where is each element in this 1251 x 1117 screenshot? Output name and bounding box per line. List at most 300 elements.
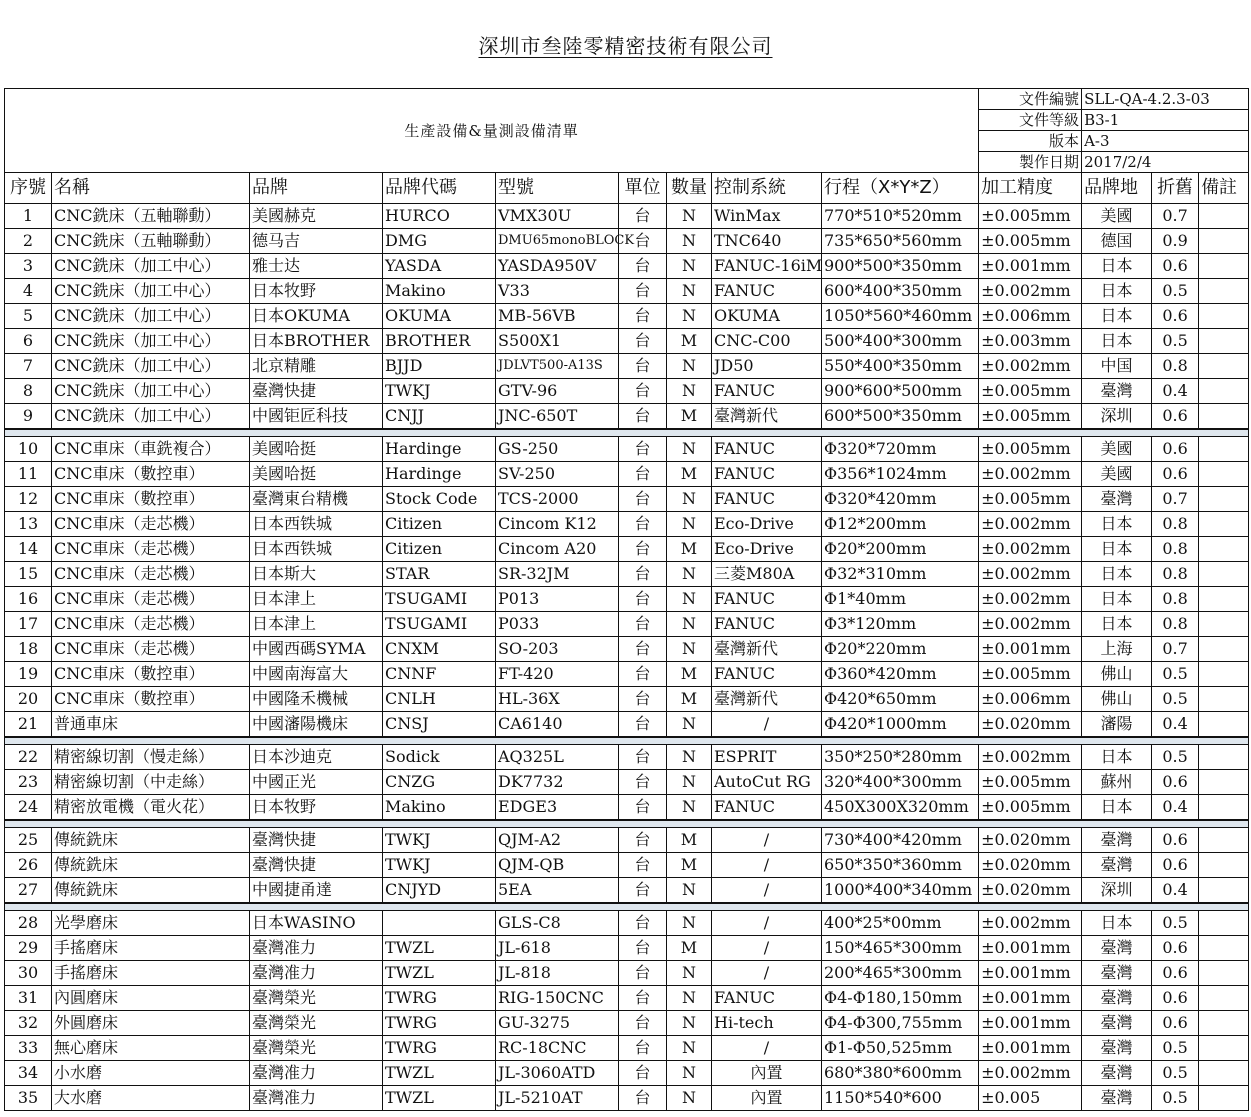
table-cell: 內置 [712,1086,822,1111]
table-cell: 日本 [1082,254,1152,279]
table-cell: SV-250 [496,462,619,487]
table-cell: CNZG [383,770,496,795]
table-cell [1199,1086,1249,1111]
table-cell: OKUMA [383,304,496,329]
table-cell: FANUC [712,487,822,512]
table-cell: 0.7 [1152,637,1199,662]
table-cell: 台 [619,537,667,562]
table-cell: 臺灣 [1082,828,1152,853]
table-row [5,637,1249,662]
table-cell [1199,986,1249,1011]
table-cell: 0.4 [1152,712,1199,738]
table-cell: CNC車床（走芯機） [52,537,250,562]
table-cell: ±0.002mm [979,562,1082,587]
table-cell: 日本斯大 [250,562,383,587]
table-cell: ±0.005mm [979,487,1082,512]
meta-label: 版本 [979,131,1082,152]
table-cell: M [667,329,712,354]
table-cell: 台 [619,853,667,878]
table-cell: N [667,911,712,936]
table-cell: 臺灣准力 [250,961,383,986]
table-cell: 臺灣東台精機 [250,487,383,512]
table-cell: 0.7 [1152,204,1199,229]
table-cell: 臺灣 [1082,487,1152,512]
table-cell: 傳統銑床 [52,878,250,904]
table-cell: ±0.001mm [979,1036,1082,1061]
table-cell: 臺灣 [1082,1011,1152,1036]
table-cell: 0.4 [1152,379,1199,404]
table-cell: 3 [5,254,52,279]
table-cell: 台 [619,911,667,936]
table-cell: ±0.005mm [979,770,1082,795]
table-cell: 0.8 [1152,562,1199,587]
group-separator-cell [5,737,1249,745]
table-cell: JL-818 [496,961,619,986]
table-cell: 日本津上 [250,612,383,637]
table-cell: TWZL [383,936,496,961]
table-cell [383,911,496,936]
table-cell: 0.8 [1152,537,1199,562]
table-cell: 日本 [1082,612,1152,637]
table-cell: 中國钜匠科技 [250,404,383,430]
table-cell: 0.5 [1152,687,1199,712]
table-cell [1199,204,1249,229]
table-cell: FANUC [712,612,822,637]
column-header: 名稱 [52,173,250,204]
table-cell: 0.6 [1152,853,1199,878]
table-cell: Φ420*1000mm [822,712,979,738]
table-cell: N [667,795,712,821]
table-cell: 200*465*300mm [822,961,979,986]
table-cell: FANUC [712,379,822,404]
table-cell: 小水磨 [52,1061,250,1086]
table-cell: CNXM [383,637,496,662]
table-cell: 普通車床 [52,712,250,738]
table-row [5,562,1249,587]
table-cell: 臺灣快捷 [250,853,383,878]
table-row [5,662,1249,687]
table-cell: N [667,204,712,229]
table-cell: 0.8 [1152,587,1199,612]
table-cell: P033 [496,612,619,637]
meta-label: 文件等級 [979,110,1082,131]
table-cell: Φ32*310mm [822,562,979,587]
table-cell: 31 [5,986,52,1011]
table-row [5,770,1249,795]
table-cell [1199,795,1249,821]
table-cell: 730*400*420mm [822,828,979,853]
table-cell [1199,587,1249,612]
table-cell: V33 [496,279,619,304]
table-cell: 臺灣新代 [712,687,822,712]
table-row [5,304,1249,329]
table-cell: ±0.020mm [979,712,1082,738]
table-cell: 32 [5,1011,52,1036]
table-cell: CNC車床（走芯機） [52,562,250,587]
table-cell: ±0.002mm [979,354,1082,379]
table-cell: 450X300X320mm [822,795,979,821]
table-cell: M [667,404,712,430]
table-cell: 8 [5,379,52,404]
table-cell: N [667,986,712,1011]
table-cell: ±0.001mm [979,961,1082,986]
table-cell: 台 [619,936,667,961]
column-header: 折舊 [1152,173,1199,204]
table-row [5,961,1249,986]
table-cell [1199,229,1249,254]
table-cell: N [667,1086,712,1111]
table-cell: / [712,911,822,936]
table-cell: JDLVT500-A13S [496,354,619,379]
table-cell: 30 [5,961,52,986]
meta-value: SLL-QA-4.2.3-03 [1082,89,1249,110]
table-row [5,537,1249,562]
table-cell: 台 [619,687,667,712]
table-cell: TWRG [383,986,496,1011]
table-cell: 美國 [1082,204,1152,229]
table-cell: ±0.005 [979,1086,1082,1111]
table-cell: FT-420 [496,662,619,687]
table-cell: Φ3*120mm [822,612,979,637]
group-separator-cell [5,903,1249,911]
table-cell: CNC銑床（加工中心） [52,279,250,304]
table-cell: TWZL [383,1086,496,1111]
table-cell: 5 [5,304,52,329]
table-cell: 0.5 [1152,745,1199,770]
column-header: 品牌地 [1082,173,1152,204]
table-cell: CNC銑床（五軸聯動） [52,204,250,229]
table-cell [1199,1036,1249,1061]
table-cell: 0.5 [1152,1086,1199,1111]
table-cell [1199,562,1249,587]
table-cell: GS-250 [496,437,619,462]
table-cell: 25 [5,828,52,853]
table-cell: STAR [383,562,496,587]
table-cell: 精密線切割（中走絲） [52,770,250,795]
table-cell [1199,537,1249,562]
table-cell: N [667,304,712,329]
table-cell: 台 [619,1011,667,1036]
table-cell: 內圓磨床 [52,986,250,1011]
table-cell: 1150*540*600 [822,1086,979,1111]
table-cell: 0.6 [1152,828,1199,853]
table-cell: CNC銑床（加工中心） [52,354,250,379]
table-cell: / [712,1036,822,1061]
table-cell: RC-18CNC [496,1036,619,1061]
table-row [5,878,1249,904]
table-cell: 2 [5,229,52,254]
table-cell: 11 [5,462,52,487]
table-cell [1199,911,1249,936]
table-cell: N [667,254,712,279]
table-cell: / [712,936,822,961]
table-cell: BJJD [383,354,496,379]
table-cell: 34 [5,1061,52,1086]
table-cell: N [667,961,712,986]
table-cell: 28 [5,911,52,936]
table-cell: 1000*400*340mm [822,878,979,904]
table-cell: CNC銑床（加工中心） [52,379,250,404]
table-cell: 日本OKUMA [250,304,383,329]
table-cell: 台 [619,986,667,1011]
table-cell: 中國瀋陽機床 [250,712,383,738]
group-separator-cell [5,820,1249,828]
table-cell: Cincom A20 [496,537,619,562]
table-row [5,936,1249,961]
group-separator-cell [5,429,1249,437]
table-cell: Makino [383,795,496,821]
table-cell: ±0.020mm [979,878,1082,904]
table-cell: 日本津上 [250,587,383,612]
table-cell [1199,828,1249,853]
table-cell [1199,354,1249,379]
table-cell [1199,1011,1249,1036]
table-cell: 瀋陽 [1082,712,1152,738]
table-cell: 美國哈挺 [250,437,383,462]
table-cell: QJM-QB [496,853,619,878]
header-row [5,173,1249,204]
group-separator [5,737,1249,745]
table-row [5,1086,1249,1111]
table-cell: 台 [619,770,667,795]
table-cell: Φ356*1024mm [822,462,979,487]
table-row [5,1061,1249,1086]
table-cell: 33 [5,1036,52,1061]
table-cell: M [667,936,712,961]
table-cell: 台 [619,462,667,487]
table-cell: ±0.001mm [979,637,1082,662]
table-cell: Hardinge [383,462,496,487]
table-cell: CNC銑床（加工中心） [52,304,250,329]
table-cell: 外圓磨床 [52,1011,250,1036]
table-cell: 台 [619,637,667,662]
table-cell: CNSJ [383,712,496,738]
table-cell: Eco-Drive [712,537,822,562]
table-cell: RIG-150CNC [496,986,619,1011]
table-cell: 台 [619,379,667,404]
table-cell: 日本 [1082,587,1152,612]
document-title: 生產設備&量測設備清單 [5,89,979,173]
table-cell: Φ20*200mm [822,537,979,562]
table-cell: N [667,587,712,612]
table-cell: 精密放電機（電火花） [52,795,250,821]
table-cell: 台 [619,562,667,587]
table-cell: 18 [5,637,52,662]
table-cell [1199,329,1249,354]
table-cell: 6 [5,329,52,354]
table-cell: 深圳 [1082,878,1152,904]
table-cell: N [667,379,712,404]
table-cell: TWRG [383,1036,496,1061]
table-cell: 德马吉 [250,229,383,254]
meta-label: 製作日期 [979,152,1082,173]
table-cell: Φ20*220mm [822,637,979,662]
table-cell: TCS-2000 [496,487,619,512]
table-row [5,712,1249,738]
table-cell: 臺灣 [1082,1061,1152,1086]
table-cell: MB-56VB [496,304,619,329]
table-cell: 台 [619,1086,667,1111]
table-cell [1199,304,1249,329]
table-cell: 美國 [1082,462,1152,487]
table-cell: FANUC [712,986,822,1011]
table-cell: 臺灣 [1082,853,1152,878]
table-cell: 北京精雕 [250,354,383,379]
table-cell: Citizen [383,537,496,562]
table-cell: N [667,562,712,587]
table-cell: 台 [619,404,667,430]
table-cell: 16 [5,587,52,612]
table-cell [1199,279,1249,304]
table-cell: FANUC [712,279,822,304]
table-row [5,204,1249,229]
table-row [5,354,1249,379]
table-cell: 日本 [1082,329,1152,354]
table-cell: Φ320*720mm [822,437,979,462]
column-header: 品牌代碼 [383,173,496,204]
table-row [5,254,1249,279]
table-cell: 900*600*500mm [822,379,979,404]
table-cell: DMG [383,229,496,254]
table-cell [1199,878,1249,904]
table-cell: 傳統銑床 [52,828,250,853]
table-cell: 0.5 [1152,1061,1199,1086]
table-cell: 550*400*350mm [822,354,979,379]
meta-value: B3-1 [1082,110,1249,131]
table-cell [1199,254,1249,279]
meta-value: 2017/2/4 [1082,152,1249,173]
table-cell: ±0.001mm [979,986,1082,1011]
table-cell: 日本 [1082,911,1152,936]
table-cell: N [667,512,712,537]
table-cell: 台 [619,229,667,254]
table-cell: 0.4 [1152,878,1199,904]
table-cell: 350*250*280mm [822,745,979,770]
table-row [5,986,1249,1011]
table-cell: N [667,1061,712,1086]
table-cell: 台 [619,662,667,687]
table-cell: FANUC [712,795,822,821]
table-cell: CNC車床（走芯機） [52,587,250,612]
table-cell: 台 [619,437,667,462]
table-cell: 臺灣准力 [250,936,383,961]
table-cell: AQ325L [496,745,619,770]
table-cell: 中國隆禾機械 [250,687,383,712]
table-cell: BROTHER [383,329,496,354]
table-cell: Φ1*40mm [822,587,979,612]
table-cell: M [667,687,712,712]
table-cell: VMX30U [496,204,619,229]
table-cell: N [667,354,712,379]
table-cell: DMU65monoBLOCK [496,229,619,254]
table-cell: 台 [619,961,667,986]
table-cell: Sodick [383,745,496,770]
table-cell: SO-203 [496,637,619,662]
column-header: 控制系統 [712,173,822,204]
table-cell: HL-36X [496,687,619,712]
table-cell: ±0.005mm [979,437,1082,462]
table-cell: N [667,637,712,662]
table-cell: 手搖磨床 [52,936,250,961]
table-cell: 臺灣准力 [250,1086,383,1111]
table-cell: TSUGAMI [383,612,496,637]
table-cell: 150*465*300mm [822,936,979,961]
table-cell: Makino [383,279,496,304]
table-cell: ±0.020mm [979,853,1082,878]
table-cell: 精密線切割（慢走絲） [52,745,250,770]
table-cell: Φ420*650mm [822,687,979,712]
table-row [5,687,1249,712]
table-cell: N [667,1011,712,1036]
table-cell: / [712,712,822,738]
group-separator [5,820,1249,828]
meta-row [5,89,1249,110]
table-cell: 日本 [1082,304,1152,329]
table-cell: 日本BROTHER [250,329,383,354]
table-cell: 臺灣 [1082,961,1152,986]
table-cell: JD50 [712,354,822,379]
table-cell: CNC車床（車銑複合） [52,437,250,462]
table-cell: 臺灣榮光 [250,1011,383,1036]
table-cell: DK7732 [496,770,619,795]
table-cell: AutoCut RG [712,770,822,795]
table-cell: 15 [5,562,52,587]
table-cell: FANUC [712,462,822,487]
table-cell: CNC銑床（五軸聯動） [52,229,250,254]
table-cell: 23 [5,770,52,795]
table-cell: CNNF [383,662,496,687]
table-cell: 台 [619,828,667,853]
table-cell: ±0.001mm [979,936,1082,961]
table-cell: Hardinge [383,437,496,462]
table-row [5,828,1249,853]
table-cell: Φ360*420mm [822,662,979,687]
table-cell: 臺灣快捷 [250,828,383,853]
table-cell: ±0.005mm [979,229,1082,254]
table-cell: 光學磨床 [52,911,250,936]
table-cell: 內置 [712,1061,822,1086]
table-cell: N [667,745,712,770]
table-cell: 日本 [1082,562,1152,587]
table-cell: 臺灣 [1082,1036,1152,1061]
table-cell: ESPRIT [712,745,822,770]
table-cell: N [667,1036,712,1061]
table-cell: Eco-Drive [712,512,822,537]
table-cell: 臺灣 [1082,1086,1152,1111]
table-cell: / [712,878,822,904]
table-cell: 22 [5,745,52,770]
group-separator [5,903,1249,911]
table-cell: 日本 [1082,537,1152,562]
table-cell: 台 [619,795,667,821]
table-cell: TNC640 [712,229,822,254]
table-cell: 蘇州 [1082,770,1152,795]
table-cell: JNC-650T [496,404,619,430]
table-cell [1199,487,1249,512]
table-cell: N [667,712,712,738]
table-cell: TWKJ [383,379,496,404]
table-cell: YASDA950V [496,254,619,279]
table-cell: 600*400*350mm [822,279,979,304]
table-cell: CNC-C00 [712,329,822,354]
table-cell: 臺灣准力 [250,1061,383,1086]
table-cell: Stock Code [383,487,496,512]
table-cell: N [667,487,712,512]
table-cell [1199,770,1249,795]
table-cell: 台 [619,1036,667,1061]
table-cell [1199,437,1249,462]
table-cell: 26 [5,853,52,878]
